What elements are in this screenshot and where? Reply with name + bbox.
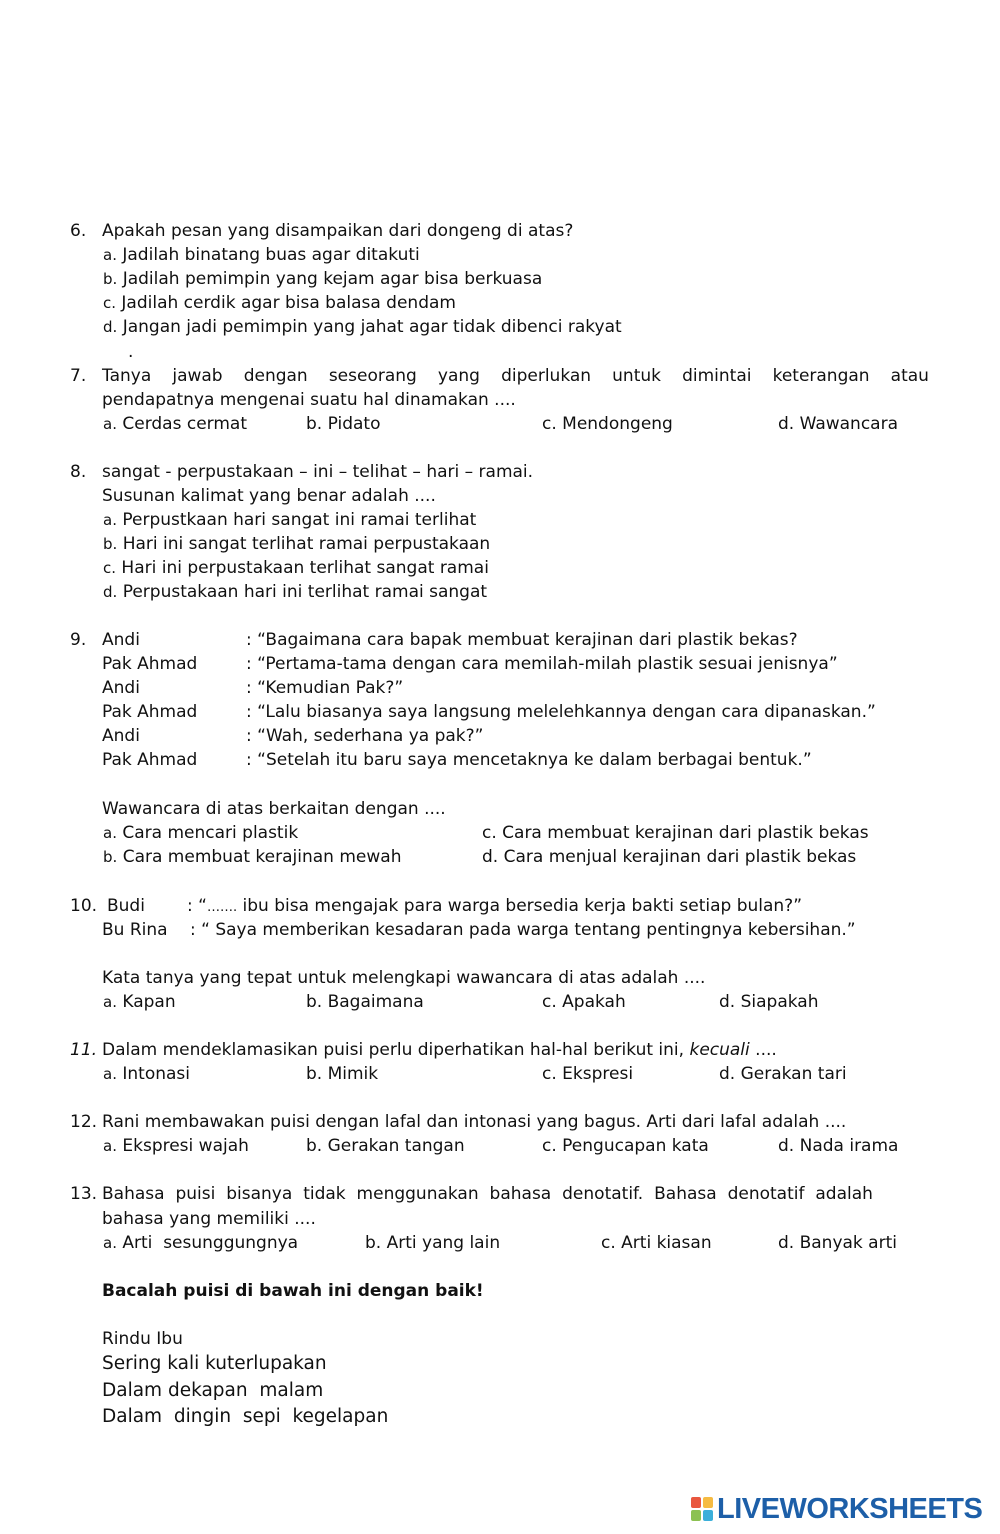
q10-option-b: b. Bagaimana <box>306 992 424 1012</box>
poem-instruction: Bacalah puisi di bawah ini dengan baik! <box>102 1281 484 1301</box>
q7-option-d: d. Wawancara <box>778 414 899 434</box>
q13-text-line1: Bahasa puisi bisanya tidak menggunakan bahasa denotatif. Bahasa denotatif adalah <box>102 1184 873 1204</box>
logo-square <box>703 1497 713 1508</box>
q12-option-c: c. Pengucapan kata <box>542 1136 709 1156</box>
q7-number: 7. <box>70 366 87 386</box>
q7-option-c: c. Mendongeng <box>542 414 673 434</box>
q7-option-a: a. Cerdas cermat <box>103 414 248 434</box>
q8-text-line2: Susunan kalimat yang benar adalah .... <box>102 486 436 506</box>
q9-speaker: Andi <box>102 630 140 650</box>
q9-dialog-line: : “Lalu biasanya saya langsung melelehkannya dengan cara dipanaskan.” <box>246 702 876 722</box>
q6-stray-dot: . <box>128 342 134 362</box>
q11-text: Dalam mendeklamasikan puisi perlu diperhatikan hal-hal berikut ini, kecuali .... <box>102 1040 777 1060</box>
q13-option-c: c. Arti kiasan <box>601 1233 712 1253</box>
q11-option-d: d. Gerakan tari <box>719 1064 847 1084</box>
q10-dialog-line: : “……. ibu bisa mengajak para warga bersedia kerja bakti setiap bulan?” <box>187 896 803 916</box>
q9-dialog-line: : “Kemudian Pak?” <box>246 678 404 698</box>
q6-text: Apakah pesan yang disampaikan dari dongeng di atas? <box>102 221 574 241</box>
q13-number: 13. <box>70 1184 98 1204</box>
liveworksheets-brand: LIVEWORKSHEETS <box>717 1492 983 1525</box>
logo-square <box>691 1497 701 1508</box>
q9-speaker: Pak Ahmad <box>102 702 198 722</box>
poem-line: Dalam dingin sepi kegelapan <box>102 1406 389 1427</box>
q9-dialog-line: : “Wah, sederhana ya pak?” <box>246 726 484 746</box>
q6-option-c: c. Jadilah cerdik agar bisa balasa dendam <box>103 293 456 313</box>
q7-text-line2: pendapatnya mengenai suatu hal dinamakan .... <box>102 390 516 410</box>
q12-text: Rani membawakan puisi dengan lafal dan intonasi yang bagus. Arti dari lafal adalah .... <box>102 1112 847 1132</box>
q10-speaker: Budi <box>107 896 145 916</box>
q10-option-c: c. Apakah <box>542 992 626 1012</box>
logo-square <box>703 1510 713 1521</box>
q9-speaker: Andi <box>102 678 140 698</box>
q11-option-c: c. Ekspresi <box>542 1064 634 1084</box>
q9-speaker: Pak Ahmad <box>102 750 198 770</box>
q12-option-b: b. Gerakan tangan <box>306 1136 465 1156</box>
q9-option-d: d. Cara menjual kerajinan dari plastik bekas <box>482 847 857 867</box>
q9-option-c: c. Cara membuat kerajinan dari plastik bekas <box>482 823 869 843</box>
q6-option-a: a. Jadilah binatang buas agar ditakuti <box>103 245 420 265</box>
q10-question: Kata tanya yang tepat untuk melengkapi wawancara di atas adalah .... <box>102 968 706 988</box>
q9-option-b: b. Cara membuat kerajinan mewah <box>103 847 402 867</box>
q8-option-c: c. Hari ini perpustakaan terlihat sangat ramai <box>103 558 489 578</box>
q6-number: 6. <box>70 221 87 241</box>
q6-option-b: b. Jadilah pemimpin yang kejam agar bisa berkuasa <box>103 269 543 289</box>
q13-option-b: b. Arti yang lain <box>365 1233 501 1253</box>
liveworksheets-footer <box>691 1494 982 1524</box>
q10-speaker: Bu Rina <box>102 920 168 940</box>
q9-number: 9. <box>70 630 87 650</box>
q11-number: 11. <box>70 1040 98 1060</box>
q8-option-a: a. Perpustkaan hari sangat ini ramai terlihat <box>103 510 477 530</box>
q7-option-b: b. Pidato <box>306 414 381 434</box>
poem-line: Dalam dekapan malam <box>102 1380 324 1401</box>
q6-option-d: d. Jangan jadi pemimpin yang jahat agar tidak dibenci rakyat <box>103 317 622 337</box>
q13-option-d: d. Banyak arti <box>778 1233 897 1253</box>
q9-speaker: Pak Ahmad <box>102 654 198 674</box>
q8-option-d: d. Perpustakaan hari ini terlihat ramai sangat <box>103 582 488 602</box>
q8-number: 8. <box>70 462 87 482</box>
poem-line: Sering kali kuterlupakan <box>102 1353 327 1374</box>
liveworksheets-logo-icon <box>691 1497 713 1521</box>
q8-option-b: b. Hari ini sangat terlihat ramai perpustakaan <box>103 534 491 554</box>
q12-option-a: a. Ekspresi wajah <box>103 1136 249 1156</box>
poem-title: Rindu Ibu <box>102 1329 183 1349</box>
q10-option-d: d. Siapakah <box>719 992 819 1012</box>
q11-option-b: b. Mimik <box>306 1064 379 1084</box>
q9-dialog-line: : “Bagaimana cara bapak membuat kerajinan dari plastik bekas? <box>246 630 798 650</box>
q12-number: 12. <box>70 1112 98 1132</box>
q13-text-line2: bahasa yang memiliki .... <box>102 1209 316 1229</box>
q10-number: 10. <box>70 896 98 916</box>
q9-dialog-line: : “Pertama-tama dengan cara memilah-milah plastik sesuai jenisnya” <box>246 654 838 674</box>
q9-speaker: Andi <box>102 726 140 746</box>
q10-dialog-line: : “ Saya memberikan kesadaran pada warga tentang pentingnya kebersihan.” <box>190 920 856 940</box>
q13-option-a: a. Arti sesunggungnya <box>103 1233 299 1253</box>
q10-option-a: a. Kapan <box>103 992 176 1012</box>
q8-text-line1: sangat - perpustakaan – ini – telihat – hari – ramai. <box>102 462 534 482</box>
q11-option-a: a. Intonasi <box>103 1064 191 1084</box>
q9-question: Wawancara di atas berkaitan dengan .... <box>102 799 446 819</box>
q9-option-a: a. Cara mencari plastik <box>103 823 299 843</box>
logo-square <box>691 1510 701 1521</box>
q10-blank: ……. <box>206 900 238 915</box>
q9-dialog-line: : “Setelah itu baru saya mencetaknya ke dalam berbagai bentuk.” <box>246 750 812 770</box>
q7-text-line1: Tanya jawab dengan seseorang yang diperlukan untuk dimintai keterangan atau <box>102 366 929 386</box>
q12-option-d: d. Nada irama <box>778 1136 899 1156</box>
